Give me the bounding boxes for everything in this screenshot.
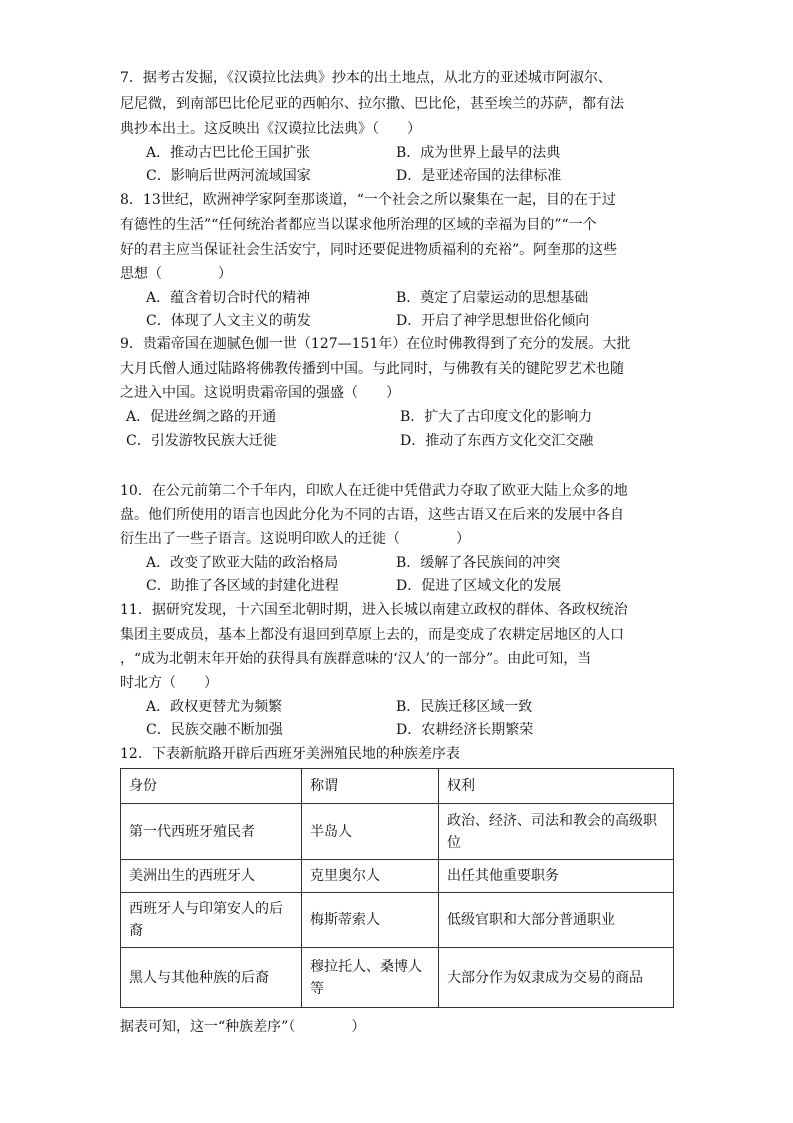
table-header-rights: 权利 — [439, 769, 674, 804]
question-8-line-1: 8．13世纪，欧洲神学家阿奎那谈道，“一个社会之所以聚集在一起，目的在于过 — [120, 192, 616, 208]
question-10-option-d[interactable]: D．促进了区域文化的发展 — [396, 578, 562, 594]
question-11-line-4: 时北方（ ） — [120, 675, 218, 691]
question-7-option-a[interactable]: A．推动古巴比伦王国扩张 — [146, 145, 311, 161]
table-cell-title: 穆拉托人、桑博人等 — [302, 948, 439, 1008]
table-row — [121, 804, 674, 860]
table-cell-identity: 第一代西班牙殖民者 — [121, 804, 302, 860]
table-cell-rights: 出任其他重要职务 — [439, 860, 674, 893]
question-11-option-a[interactable]: A．政权更替尤为频繁 — [146, 699, 283, 715]
question-7-line-2: 尼尼微，到南部巴比伦尼亚的西帕尔、拉尔撒、巴比伦，甚至埃兰的苏萨，都有法 — [120, 96, 624, 112]
question-10-line-2: 盘。他们所使用的语言也因此分化为不同的古语，这些古语又在后来的发展中各自 — [120, 507, 624, 523]
question-10-option-b[interactable]: B．缓解了各民族间的冲突 — [396, 555, 561, 571]
question-12-stem: 据表可知，这一“种族差序”（ ） — [120, 1019, 366, 1035]
question-10-line-1: 10．在公元前第二个千年内，印欧人在迁徙中凭借武力夺取了欧亚大陆上众多的地 — [120, 483, 628, 499]
question-8-option-d[interactable]: D．开启了神学思想世俗化倾向 — [396, 313, 590, 329]
question-9-line-3: 之进入中国。这说明贵霜帝国的强盛（ ） — [120, 385, 400, 401]
question-11-option-b[interactable]: B．民族迁移区域一致 — [396, 699, 533, 715]
question-9-line-1: 9．贵霜帝国在迦腻色伽一世（127—151年）在位时佛教得到了充分的发展。大批 — [120, 336, 631, 352]
question-11-line-3: ，“成为北朝末年开始的获得具有族群意味的‘汉人’的一部分”。由此可知，当 — [120, 651, 592, 667]
question-10-line-3: 衍生出了一些子语言。这说明印欧人的迁徙（ ） — [120, 531, 470, 547]
question-11-option-d[interactable]: D．农耕经济长期繁荣 — [396, 722, 534, 738]
question-8-option-b[interactable]: B．奠定了启蒙运动的思想基础 — [396, 290, 589, 306]
table-cell-title: 半岛人 — [302, 804, 439, 860]
table-cell-title: 克里奥尔人 — [302, 860, 439, 893]
question-7-option-c[interactable]: C．影响后世两河流域国家 — [146, 168, 311, 184]
table-header-identity: 身份 — [121, 769, 302, 804]
question-11-line-1: 11．据研究发现，十六国至北朝时期，进入长城以南建立政权的群体、各政权统治 — [120, 602, 628, 618]
table-cell-rights: 大部分作为奴隶成为交易的商品 — [439, 948, 674, 1008]
question-9-option-a[interactable]: A．促进丝绸之路的开通 — [126, 409, 277, 425]
table-header-row — [121, 769, 674, 804]
question-12-intro: 12．下表新航路开辟后西班牙美洲殖民地的种族差序表 — [120, 746, 460, 762]
question-11-line-2: 集团主要成员，基本上都没有退回到草原上去的，而是变成了农耕定居地区的人口 — [120, 627, 624, 643]
question-7-line-1: 7．据考古发掘，《汉谟拉比法典》抄本的出土地点，从北方的亚述城市阿淑尔、 — [120, 70, 612, 86]
race-hierarchy-table — [120, 768, 674, 1008]
question-9-line-2: 大月氏僧人通过陆路将佛教传播到中国。与此同时，与佛教有关的键陀罗艺术也随 — [120, 361, 624, 377]
question-10-option-c[interactable]: C．助推了各区域的封建化进程 — [146, 578, 339, 594]
question-9-option-d[interactable]: D．推动了东西方文化交汇交融 — [400, 433, 594, 449]
table-cell-identity: 黑人与其他种族的后裔 — [121, 948, 302, 1008]
table-row — [121, 860, 674, 893]
question-9-option-c[interactable]: C．引发游牧民族大迁徙 — [126, 433, 277, 449]
table-row — [121, 893, 674, 948]
table-cell-title: 梅斯蒂索人 — [302, 893, 439, 948]
question-10-option-a[interactable]: A．改变了欧亚大陆的政治格局 — [146, 555, 339, 571]
question-8-option-c[interactable]: C．体现了人文主义的萌发 — [146, 313, 311, 329]
table-header-title: 称谓 — [302, 769, 439, 804]
table-cell-rights: 政治、经济、司法和教会的高级职位 — [439, 804, 674, 860]
table-row — [121, 948, 674, 1008]
question-11-option-c[interactable]: C．民族交融不断加强 — [146, 722, 283, 738]
question-8-line-4: 思想（ ） — [120, 266, 232, 282]
question-7-option-b[interactable]: B．成为世界上最早的法典 — [396, 145, 561, 161]
question-9-option-b[interactable]: B．扩大了古印度文化的影响力 — [400, 409, 593, 425]
table-cell-identity: 西班牙人与印第安人的后裔 — [121, 893, 302, 948]
question-8-option-a[interactable]: A．蕴含着切合时代的精神 — [146, 290, 311, 306]
question-7-line-3: 典抄本出土。这反映出《汉谟拉比法典》（ ） — [120, 121, 421, 137]
question-8-line-2: 有德性的生活”“任何统治者都应当以谋求他所治理的区域的幸福为目的”“一个 — [120, 217, 597, 233]
question-8-line-3: 好的君主应当保证社会生活安宁，同时还要促进物质福利的充裕”。阿奎那的这些 — [120, 242, 618, 258]
table-cell-identity: 美洲出生的西班牙人 — [121, 860, 302, 893]
table-cell-rights: 低级官职和大部分普通职业 — [439, 893, 674, 948]
question-7-option-d[interactable]: D．是亚述帝国的法律标准 — [396, 168, 562, 184]
